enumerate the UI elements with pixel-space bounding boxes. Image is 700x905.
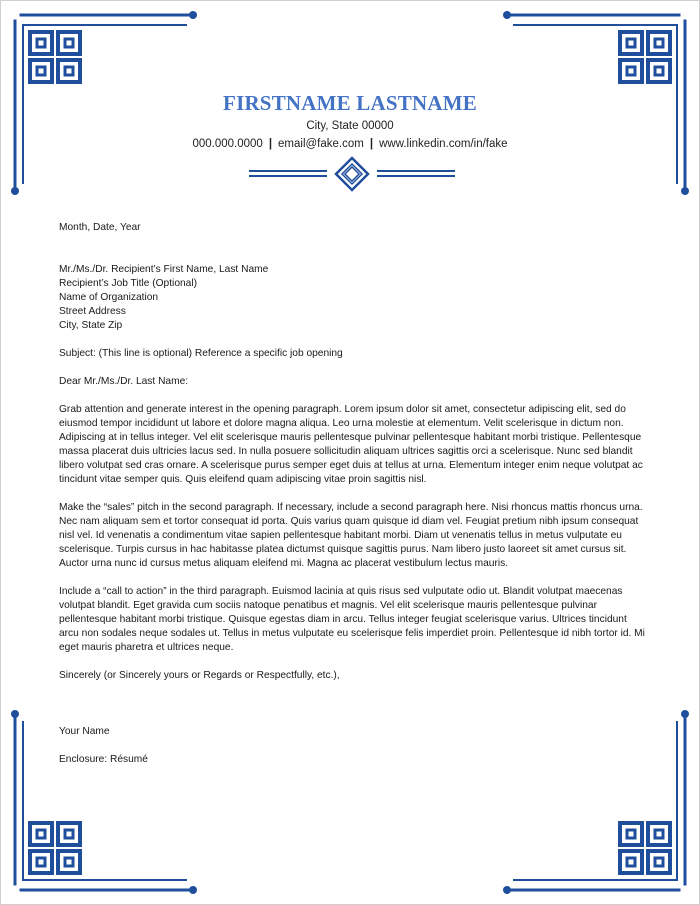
applicant-city-state: City, State 00000 [306, 120, 394, 132]
letter-body [59, 221, 645, 767]
phone-number: 000.000.0000 [192, 138, 263, 150]
contact-line [1, 135, 699, 153]
opening-paragraph: Grab attention and generate interest in the opening paragraph. Lorem ipsum dolor sit amet, consectetur adipiscing elit, sed do eiusmod tempor incididunt ut labore et dolore magna aliqua. Leo urna molestie at elementum. Velit scelerisque in dictum non. Adipiscing at in tellus integer. Vel elit scelerisque mauris pellentesque pulvinar pellentesque habitant morbi tristique. Pellentesque massa placerat duis ultricies lacus sed. In nulla posuere sollicitudin aliquam ultrices sagittis orci a scelerisque. Nunc sed blandit libero volutpat sed cras ornare. A scelerisque purus semper eget duis at tellus at urna. Elementum integer enim neque volutpat ac tincidunt vitae semper quis. Quis eleifend quam adipiscing vitae proin sagittis nisl. [59, 404, 643, 485]
subject-line: Subject: (This line is optional) Reference a specific job opening [59, 348, 343, 359]
recipient-city: City, State Zip [59, 320, 123, 331]
linkedin-url: www.linkedin.com/in/fake [379, 138, 508, 150]
salutation: Dear Mr./Ms./Dr. Last Name: [59, 376, 189, 387]
signature-name: Your Name [59, 726, 110, 737]
letterhead [1, 89, 699, 153]
contact-separator: | [268, 138, 273, 150]
contact-separator: | [369, 138, 374, 150]
recipient-name: Mr./Ms./Dr. Recipient’s First Name, Last Name [59, 264, 269, 275]
recipient-organization: Name of Organization [59, 292, 159, 303]
sales-paragraph: Make the “sales” pitch in the second paragraph. If necessary, include a second paragraph here. Nisi rhoncus mattis rhoncus urna. Nec nam aliquam sem et tortor consequat id porta. Quis varius quam quisque id diam vel. Feugiat pretium nibh ipsum consequat nisl vel. Id venenatis a condimentum vitae sapien pellentesque habitant morbi. Diam ut venenatis tellus in metus vulputate eu scelerisque. Turpis cursus in hac habitasse platea dictumst quisque sagittis purus. Nam libero justo laoreet sit amet cursus sit. Auctor urna nunc id cursus metus aliquam eleifend mi. Magna ac placerat vestibulum lectus mauris. [59, 502, 643, 569]
closing: Sincerely (or Sincerely yours or Regards or Respectfully, etc.), [59, 670, 340, 681]
enclosure-line: Enclosure: Résumé [59, 754, 148, 765]
recipient-street: Street Address [59, 306, 126, 317]
recipient-block [59, 263, 645, 333]
recipient-title: Recipient’s Job Title (Optional) [59, 278, 197, 289]
call-to-action-paragraph: Include a “call to action” in the third paragraph. Euismod lacinia at quis risus sed vulputate odio ut. Blandit volutpat maecenas volutpat blandit. Eget gravida cum sociis natoque penatibus et magnis. Vel elit scelerisque mauris pellentesque pulvinar pellentesque habitant morbi tristique. Quisque egestas diam in arcu. Tellus integer feugiat scelerisque varius. Ultrices tincidunt arcu non sodales neque sodales ut. Tellus in metus vulputate eu scelerisque felis imperdiet proin. Pellentesque id nibh tortor id. Mi eget mauris pharetra et ultrices neque. [59, 586, 645, 653]
applicant-name: FIRSTNAME LASTNAME [223, 91, 477, 115]
header-divider-ornament [247, 156, 457, 192]
email-address: email@fake.com [278, 138, 364, 150]
diamond-divider-icon [247, 156, 457, 192]
letter-date: Month, Date, Year [59, 222, 141, 233]
